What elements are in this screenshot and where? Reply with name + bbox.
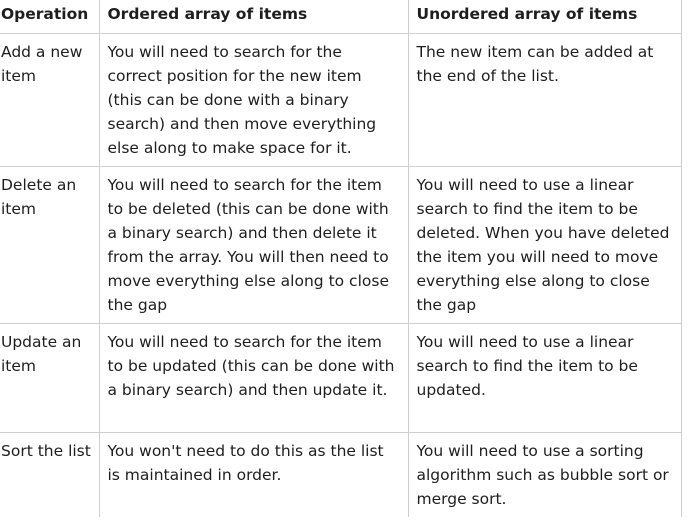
column-header-unordered: Unordered array of items <box>408 0 681 34</box>
operation-cell: Update an item <box>0 324 99 433</box>
operation-cell: Delete an item <box>0 167 99 324</box>
table-row <box>0 167 681 324</box>
header-row <box>0 0 681 34</box>
operation-cell: Sort the list <box>0 433 99 518</box>
table-row <box>0 433 681 518</box>
table-row <box>0 34 681 167</box>
ordered-cell: You will need to search for the item to be deleted (this can be done with a binary search) and then delete it from the array. You will then need to move everything else along to close the gap <box>99 167 408 324</box>
ordered-cell: You will need to search for the item to be updated (this can be done with a binary search) and then update it. <box>99 324 408 433</box>
column-header-ordered: Ordered array of items <box>99 0 408 34</box>
ordered-cell: You won't need to do this as the list is maintained in order. <box>99 433 408 518</box>
operation-cell: Add a new item <box>0 34 99 167</box>
unordered-cell: The new item can be added at the end of the list. <box>408 34 681 167</box>
ordered-cell: You will need to search for the correct position for the new item (this can be done with a binary search) and then move everything else along to make space for it. <box>99 34 408 167</box>
unordered-cell: You will need to use a sorting algorithm such as bubble sort or merge sort. <box>408 433 681 518</box>
column-header-operation: Operation <box>0 0 99 34</box>
unordered-cell: You will need to use a linear search to find the item to be updated. <box>408 324 681 433</box>
table-row <box>0 324 681 433</box>
unordered-cell: You will need to use a linear search to find the item to be deleted. When you have deleted the item you will need to move everything else along to close the gap <box>408 167 681 324</box>
